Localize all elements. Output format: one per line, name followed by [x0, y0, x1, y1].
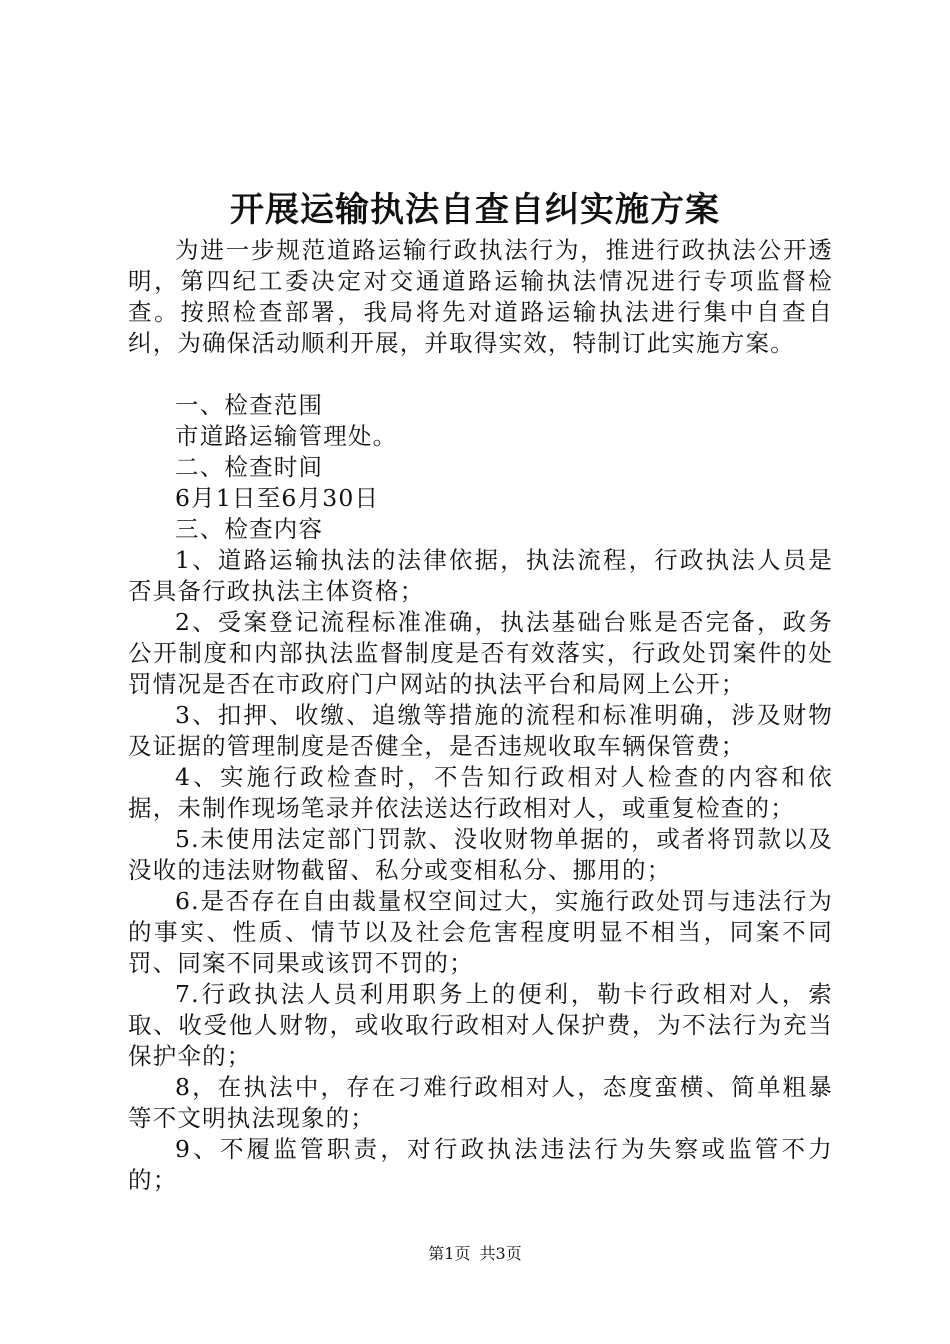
section-heading-time: 二、检查时间: [175, 453, 324, 481]
content-item-5: 5.未使用法定部门罚款、没收财物单据的，或者将罚款以及没收的违法财物截留、私分或变相私分、挪用的；: [128, 825, 833, 884]
section-text-scope: 市道路运输管理处。: [175, 422, 398, 450]
content-item-3: 3、扣押、收缴、追缴等措施的流程和标准明确，涉及财物及证据的管理制度是否健全，是否违规收取车辆保管费；: [128, 701, 833, 760]
document-body: [128, 235, 833, 1196]
content-item-4: 4、实施行政检查时，不告知行政相对人检查的内容和依据，未制作现场笔录并依法送达行政相对人，或重复检查的；: [128, 763, 833, 822]
content-item-6: 6.是否存在自由裁量权空间过大，实施行政处罚与违法行为的事实、性质、情节以及社会危害程度明显不相当，同案不同罚、同案不同果或该罚不罚的；: [128, 887, 833, 977]
section-heading-content: 三、检查内容: [175, 515, 324, 543]
section-heading-scope: 一、检查范围: [175, 391, 324, 419]
page-total: 共3页: [479, 1244, 522, 1263]
content-item-1: 1、道路运输执法的法律依据，执法流程，行政执法人员是否具备行政执法主体资格；: [128, 546, 833, 605]
content-item-9: 9、不履监管职责，对行政执法违法行为失察或监管不力的；: [128, 1135, 833, 1194]
content-item-2: 2、受案登记流程标准准确，执法基础台账是否完备，政务公开制度和内部执法监督制度是否有效落实，行政处罚案件的处罚情况是否在市政府门户网站的执法平台和局网上公开；: [128, 608, 833, 698]
intro-paragraph: 为进一步规范道路运输行政执法行为，推进行政执法公开透明，第四纪工委决定对交通道路运输执法情况进行专项监督检查。按照检查部署，我局将先对道路运输执法进行集中自查自纠，为确保活动顺利开展，并取得实效，特制订此实施方案。: [128, 236, 833, 357]
content-item-8: 8，在执法中，存在刁难行政相对人，态度蛮横、简单粗暴等不文明执法现象的；: [128, 1073, 833, 1132]
page-footer: [0, 1242, 950, 1266]
section-text-time: 6月1日至6月30日: [175, 484, 380, 512]
content-item-7: 7.行政执法人员利用职务上的便利，勒卡行政相对人，索取、收受他人财物，或收取行政相对人保护费，为不法行为充当保护伞的；: [128, 980, 833, 1070]
page-number: 第1页: [428, 1244, 471, 1263]
document-title: 开展运输执法自查自纠实施方案: [230, 190, 720, 230]
